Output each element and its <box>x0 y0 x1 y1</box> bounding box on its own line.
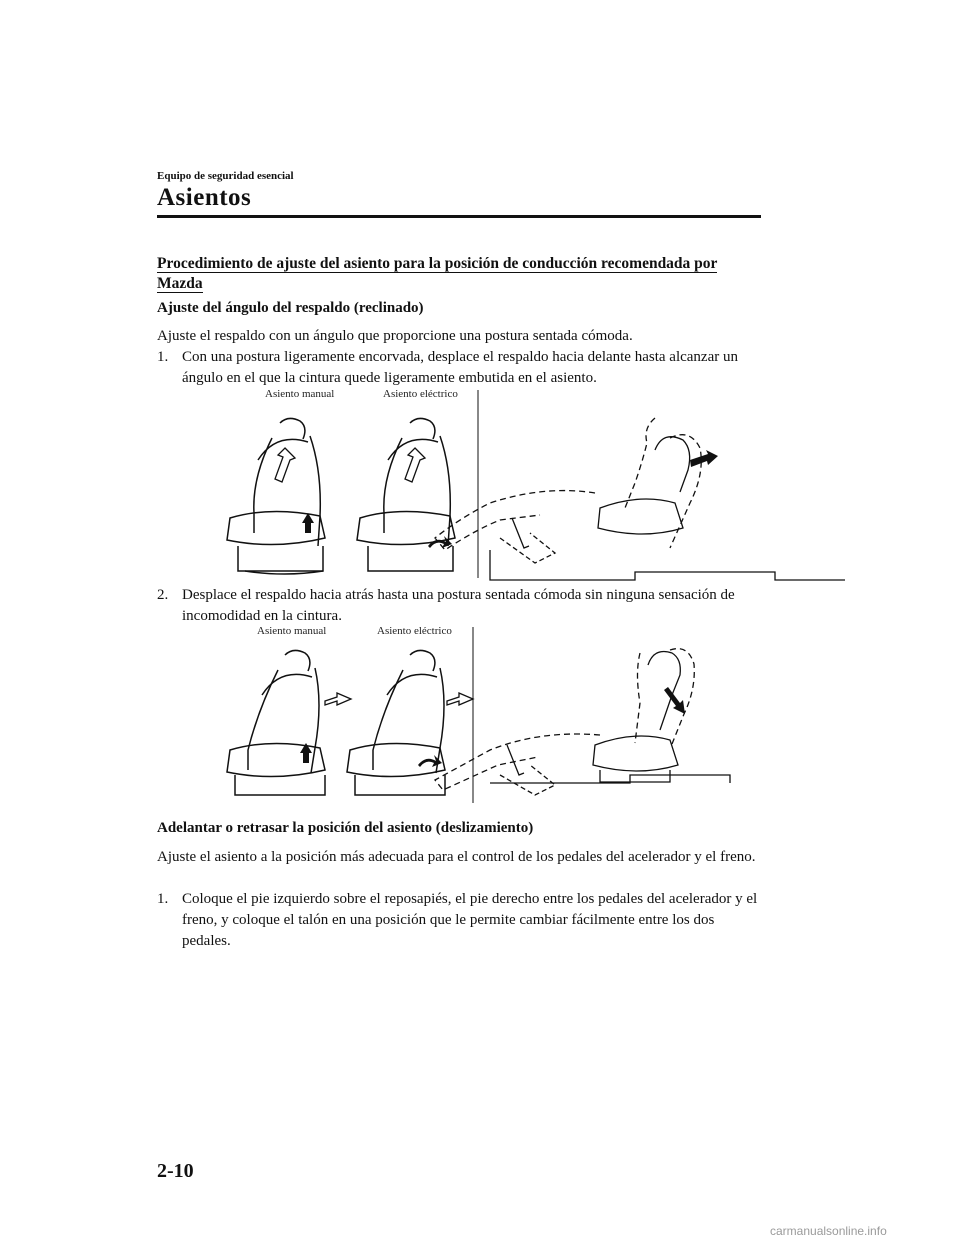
recline-step-2 <box>157 585 761 627</box>
figure-caption-manual: Asiento manual <box>265 388 335 400</box>
seat-recline-backward-illustration <box>200 625 760 805</box>
figure-caption-manual: Asiento manual <box>257 625 327 637</box>
procedure-heading <box>157 254 761 294</box>
title-rule <box>157 215 761 218</box>
figure-recline-forward <box>200 388 760 583</box>
section-label: Equipo de seguridad esencial <box>157 170 294 182</box>
step-text: Coloque el pie izquierdo sobre el reposapiés, el pie derecho entre los pedales del acelerador y el freno, y coloque el talón en una posición que le permite cambiar fácilmente entre los dos pedales. <box>182 891 758 949</box>
step-number: 1. <box>157 349 169 365</box>
figure-caption-power: Asiento eléctrico <box>383 388 458 400</box>
watermark: carmanualsonline.info <box>770 1224 887 1238</box>
figure-caption-power: Asiento eléctrico <box>377 625 452 637</box>
page-number: 2-10 <box>157 1160 194 1182</box>
step-number: 2. <box>157 587 169 603</box>
slide-step-1 <box>157 889 761 952</box>
page-title: Asientos <box>157 184 252 211</box>
procedure-heading-text: Procedimiento de ajuste del asiento para la posición de conducción recomendada por Mazda <box>157 255 718 292</box>
recline-intro: Ajuste el respaldo con un ángulo que proporcione una postura sentada cómoda. <box>157 328 633 344</box>
slide-heading: Adelantar o retrasar la posición del asiento (deslizamiento) <box>157 820 534 836</box>
step-text: Desplace el respaldo hacia atrás hasta una postura sentada cómoda sin ninguna sensación de incomodidad en la cintura. <box>182 587 735 624</box>
figure-recline-backward <box>200 625 760 805</box>
recline-heading: Ajuste del ángulo del respaldo (reclinado) <box>157 300 424 316</box>
slide-intro: Ajuste el asiento a la posición más adecuada para el control de los pedales del acelerador y el freno. <box>157 849 756 865</box>
step-text: Con una postura ligeramente encorvada, desplace el respaldo hacia delante hasta alcanzar un ángulo en el que la cintura quede ligeramente embutida en el asiento. <box>182 349 738 386</box>
step-number: 1. <box>157 891 169 907</box>
recline-step-1 <box>157 347 761 389</box>
seat-recline-forward-illustration <box>200 388 760 583</box>
